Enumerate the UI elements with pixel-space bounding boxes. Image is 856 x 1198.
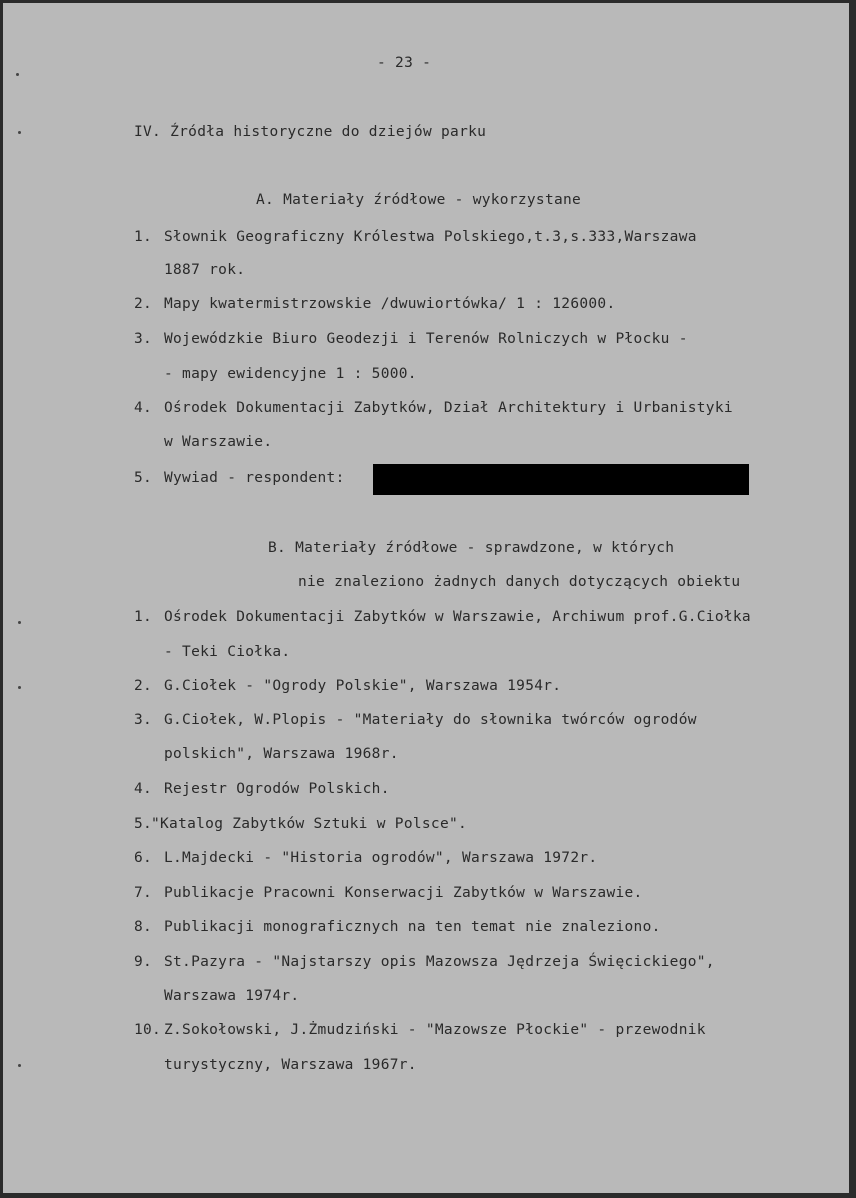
- item-text: Publikacje Pracowni Konserwacji Zabytków w Warszawie.: [164, 885, 643, 901]
- typewritten-page: [3, 3, 849, 1193]
- item-number: 1.: [134, 229, 153, 245]
- item-text: - Teki Ciołka.: [164, 644, 291, 660]
- item-text: w Warszawie.: [164, 434, 273, 450]
- item-text: Wywiad - respondent:: [164, 470, 345, 486]
- item-text: Ośrodek Dokumentacji Zabytków w Warszawie, Archiwum prof.G.Ciołka: [164, 609, 751, 625]
- item-text: Publikacji monograficznych na ten temat nie znaleziono.: [164, 919, 661, 935]
- item-text: polskich", Warszawa 1968r.: [164, 746, 399, 762]
- item-text: L.Majdecki - "Historia ogrodów", Warszawa 1972r.: [164, 850, 598, 866]
- scan-speck: [18, 1064, 21, 1067]
- item-number: 10.: [134, 1022, 162, 1038]
- section-b-title: B. Materiały źródłowe - sprawdzone, w których: [268, 540, 675, 556]
- item-number: 6.: [134, 850, 153, 866]
- item-number: 1.: [134, 609, 153, 625]
- redaction-bar: [373, 464, 749, 495]
- item-number: 5.: [134, 470, 153, 486]
- scan-speck: [16, 73, 19, 76]
- item-text: "Katalog Zabytków Sztuki w Polsce".: [151, 816, 468, 832]
- item-text: St.Pazyra - "Najstarszy opis Mazowsza Jędrzeja Święcickiego",: [164, 954, 715, 970]
- item-number: 2.: [134, 296, 153, 312]
- item-text: Słownik Geograficzny Królestwa Polskiego,t.3,s.333,Warszawa: [164, 229, 697, 245]
- section-a-title: A. Materiały źródłowe - wykorzystane: [256, 192, 582, 208]
- item-text: Wojewódzkie Biuro Geodezji i Terenów Rolniczych w Płocku -: [164, 331, 688, 347]
- scan-speck: [18, 131, 21, 134]
- item-text: - mapy ewidencyjne 1 : 5000.: [164, 366, 417, 382]
- item-number: 4.: [134, 400, 153, 416]
- item-number: 5.: [134, 816, 153, 832]
- scan-speck: [18, 686, 21, 689]
- section-heading: IV. Źródła historyczne do dziejów parku: [134, 124, 487, 140]
- item-number: 8.: [134, 919, 153, 935]
- scan-speck: [18, 621, 21, 624]
- item-text: G.Ciołek - "Ogrody Polskie", Warszawa 1954r.: [164, 678, 562, 694]
- section-b-subtitle: nie znaleziono żadnych danych dotyczących obiektu: [298, 574, 741, 590]
- item-text: turystyczny, Warszawa 1967r.: [164, 1057, 417, 1073]
- item-number: 7.: [134, 885, 153, 901]
- item-text: 1887 rok.: [164, 262, 246, 278]
- item-number: 3.: [134, 331, 153, 347]
- item-text: Warszawa 1974r.: [164, 988, 300, 1004]
- item-number: 3.: [134, 712, 153, 728]
- item-text: G.Ciołek, W.Plopis - "Materiały do słownika twórców ogrodów: [164, 712, 697, 728]
- item-number: 9.: [134, 954, 153, 970]
- item-text: Ośrodek Dokumentacji Zabytków, Dział Architektury i Urbanistyki: [164, 400, 733, 416]
- page-number: - 23 -: [377, 55, 432, 71]
- item-text: Z.Sokołowski, J.Żmudziński - "Mazowsze Płockie" - przewodnik: [164, 1022, 706, 1038]
- item-text: Rejestr Ogrodów Polskich.: [164, 781, 390, 797]
- item-text: Mapy kwatermistrzowskie /dwuwiortówka/ 1 : 126000.: [164, 296, 616, 312]
- item-number: 2.: [134, 678, 153, 694]
- item-number: 4.: [134, 781, 153, 797]
